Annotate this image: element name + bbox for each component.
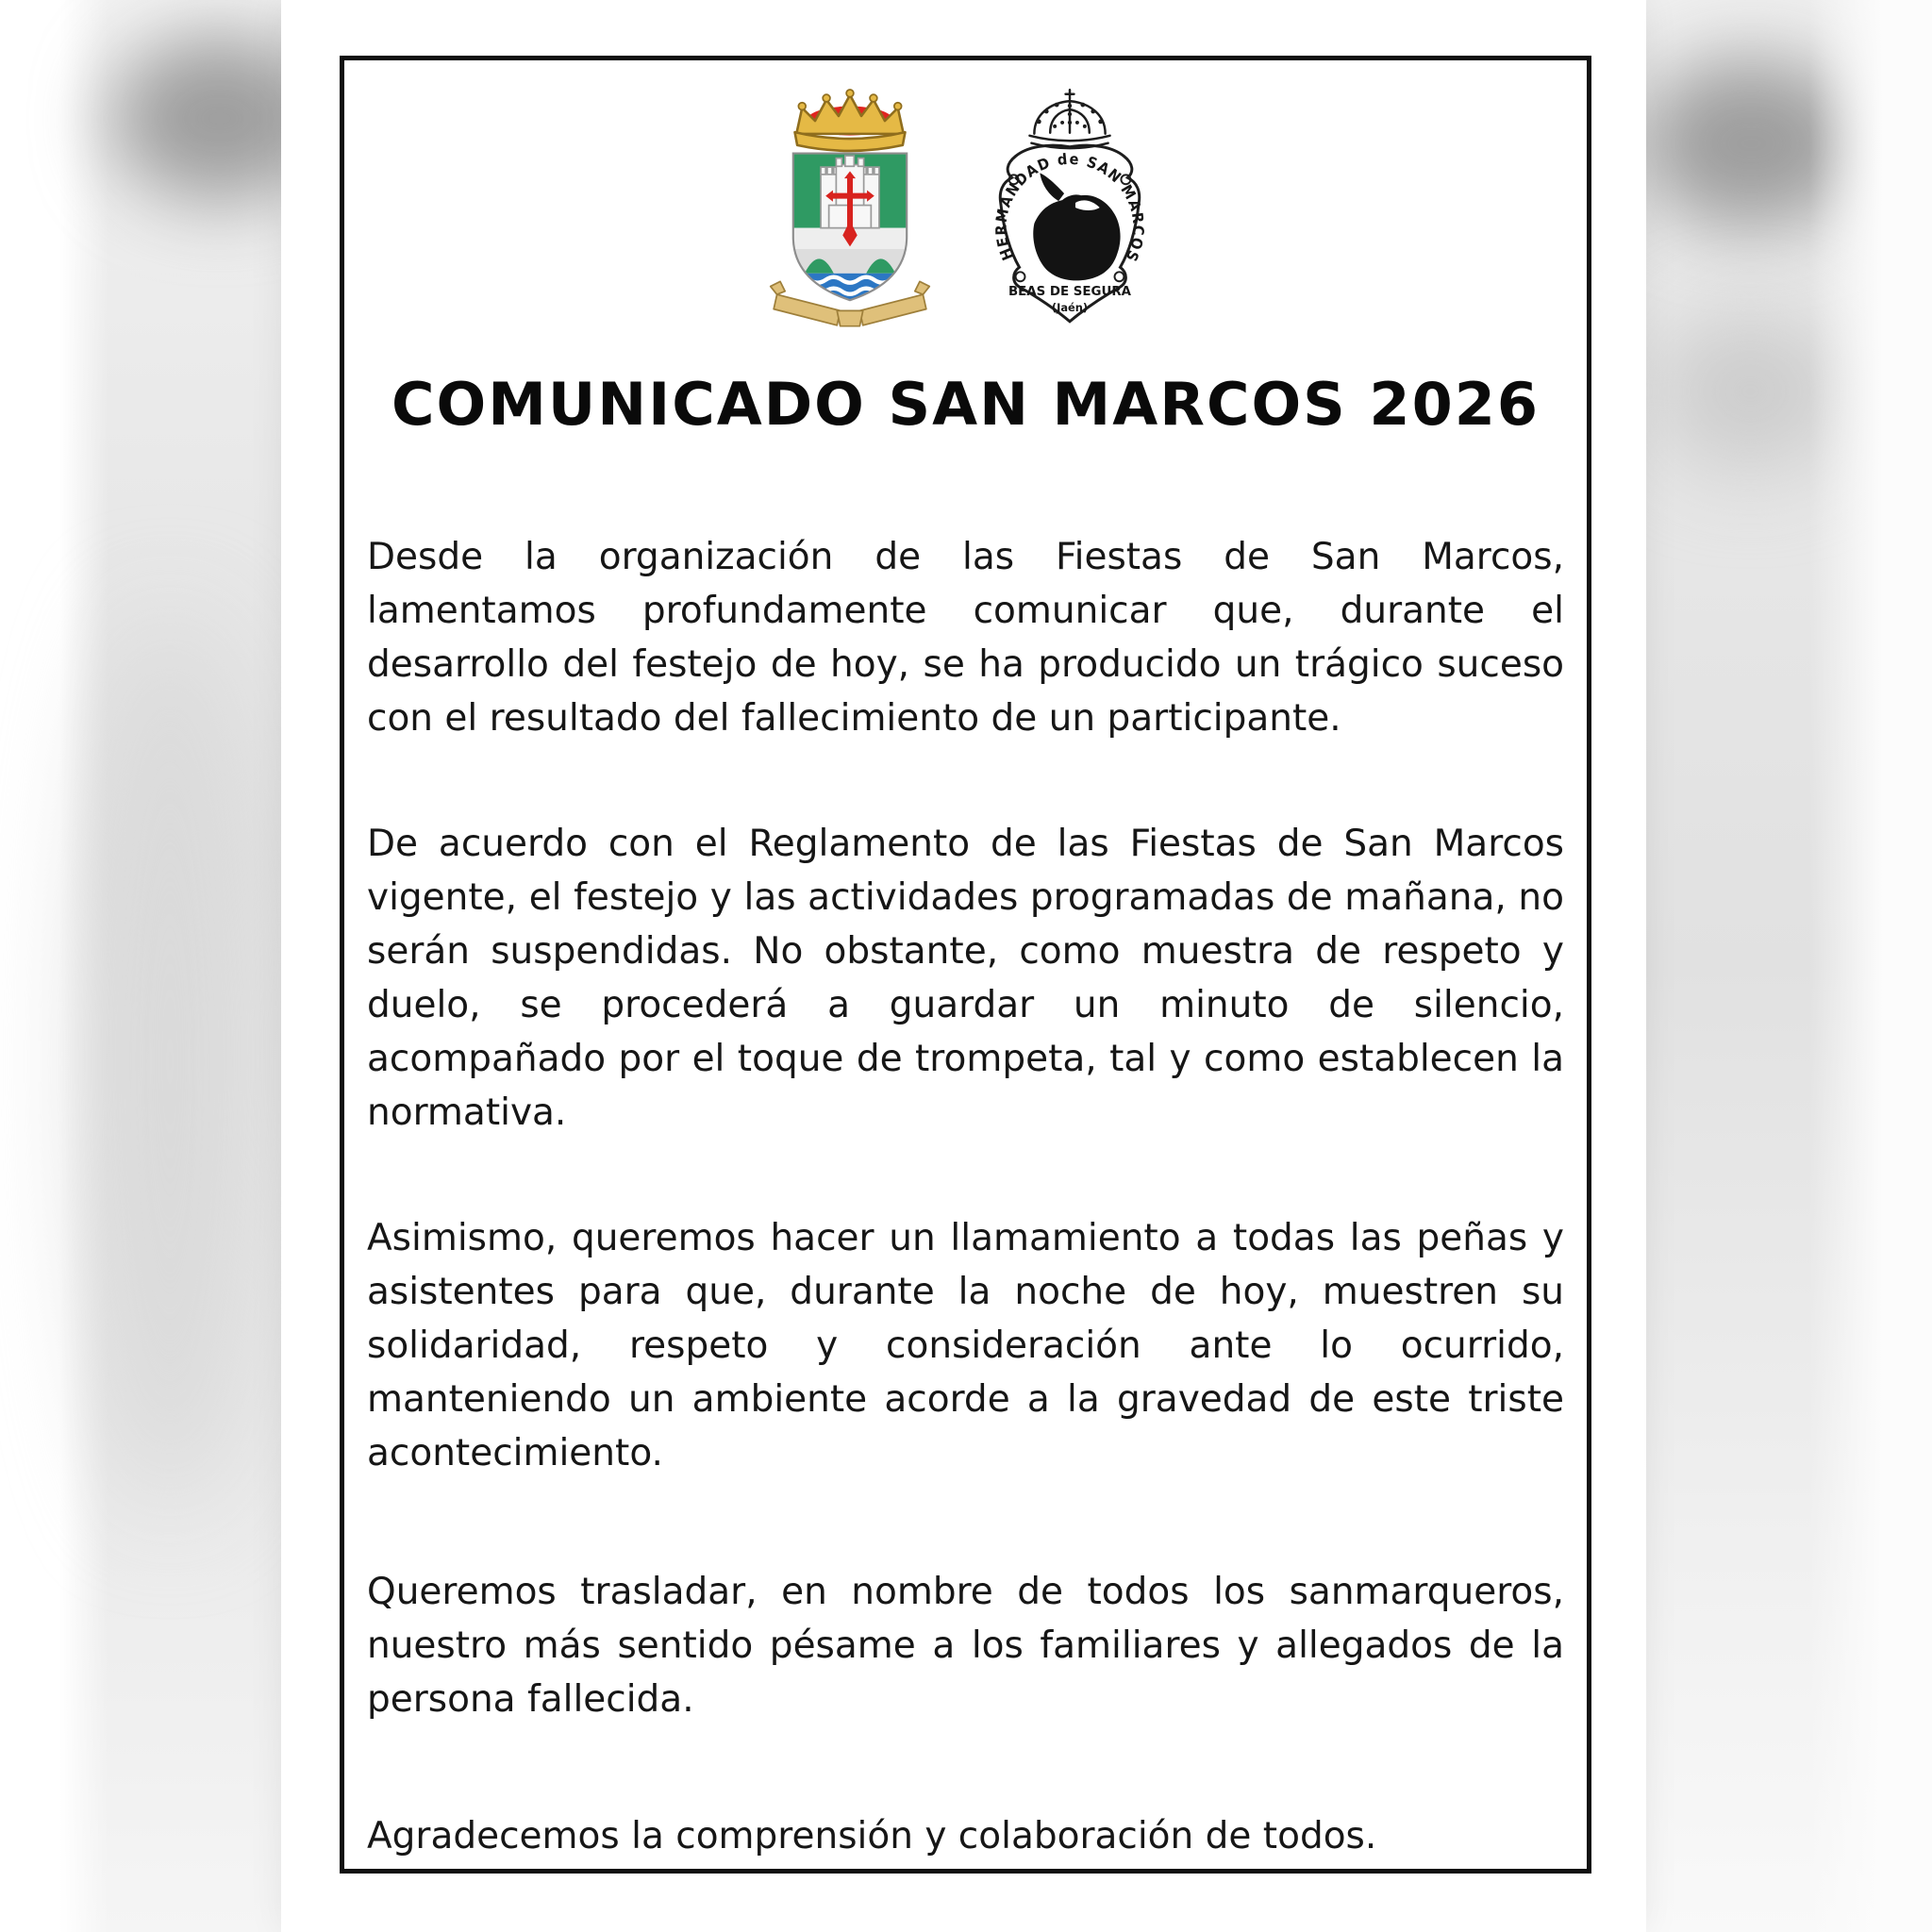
body-text <box>367 530 1564 1863</box>
bull-head-icon <box>1033 173 1120 280</box>
header-logos <box>367 87 1564 330</box>
seal-location-text: BEAS DE SEGURA <box>1008 285 1131 300</box>
blur-blob <box>111 36 283 201</box>
paragraph-4: Queremos trasladar, en nombre de todos los sanmarqueros, nuestro más sentido pésame a los familiares y allegados de la persona fallecida. <box>367 1571 1564 1721</box>
brotherhood-seal-logo <box>976 87 1163 330</box>
paragraph-1: Desde la organización de las Fiestas de San Marcos, lamentamos profundamente comunicar que, durante el desarrollo del festejo de hoy, se ha producido un trágico suceso con el resultado del fallecimiento de un participante. <box>367 536 1564 740</box>
page-title: COMUNICADO SAN MARCOS 2026 <box>391 370 1540 439</box>
seal-arc-text: HERMANDAD de SAN MARCOS <box>991 149 1148 267</box>
seal-crown-beads <box>1036 103 1102 128</box>
paragraph-5: Agradecemos la comprensión y colaboración de todos. <box>367 1815 1377 1857</box>
document-frame <box>340 56 1591 1874</box>
paragraph-2: De acuerdo con el Reglamento de las Fiestas de San Marcos vigente, el festejo y las actividades programadas de mañana, no serán suspendidas. No obstante, como muestra de respeto y duelo, se procederá a guardar un minuto de silencio, acompañado por el toque de trompeta, tal y como establecen la normativa. <box>367 823 1564 1134</box>
blur-blob <box>1654 311 1847 472</box>
blurred-background-left <box>0 0 283 1932</box>
town-crest-logo <box>769 87 931 330</box>
blur-blob <box>90 613 250 1509</box>
blurred-background-right <box>1646 0 1932 1932</box>
seal-crown-icon <box>1029 90 1109 148</box>
blur-blob <box>1646 58 1862 228</box>
paragraph-3: Asimismo, queremos hacer un llamamiento a todas las peñas y asistentes para que, durante la noche de hoy, muestren su solidaridad, respeto y consideración ante lo ocurrido, manteniendo un ambiente acorde a la gravedad de este triste acontecimiento. <box>367 1217 1564 1474</box>
document-page <box>281 0 1646 1932</box>
seal-province-text: (Jaén) <box>1051 300 1088 314</box>
